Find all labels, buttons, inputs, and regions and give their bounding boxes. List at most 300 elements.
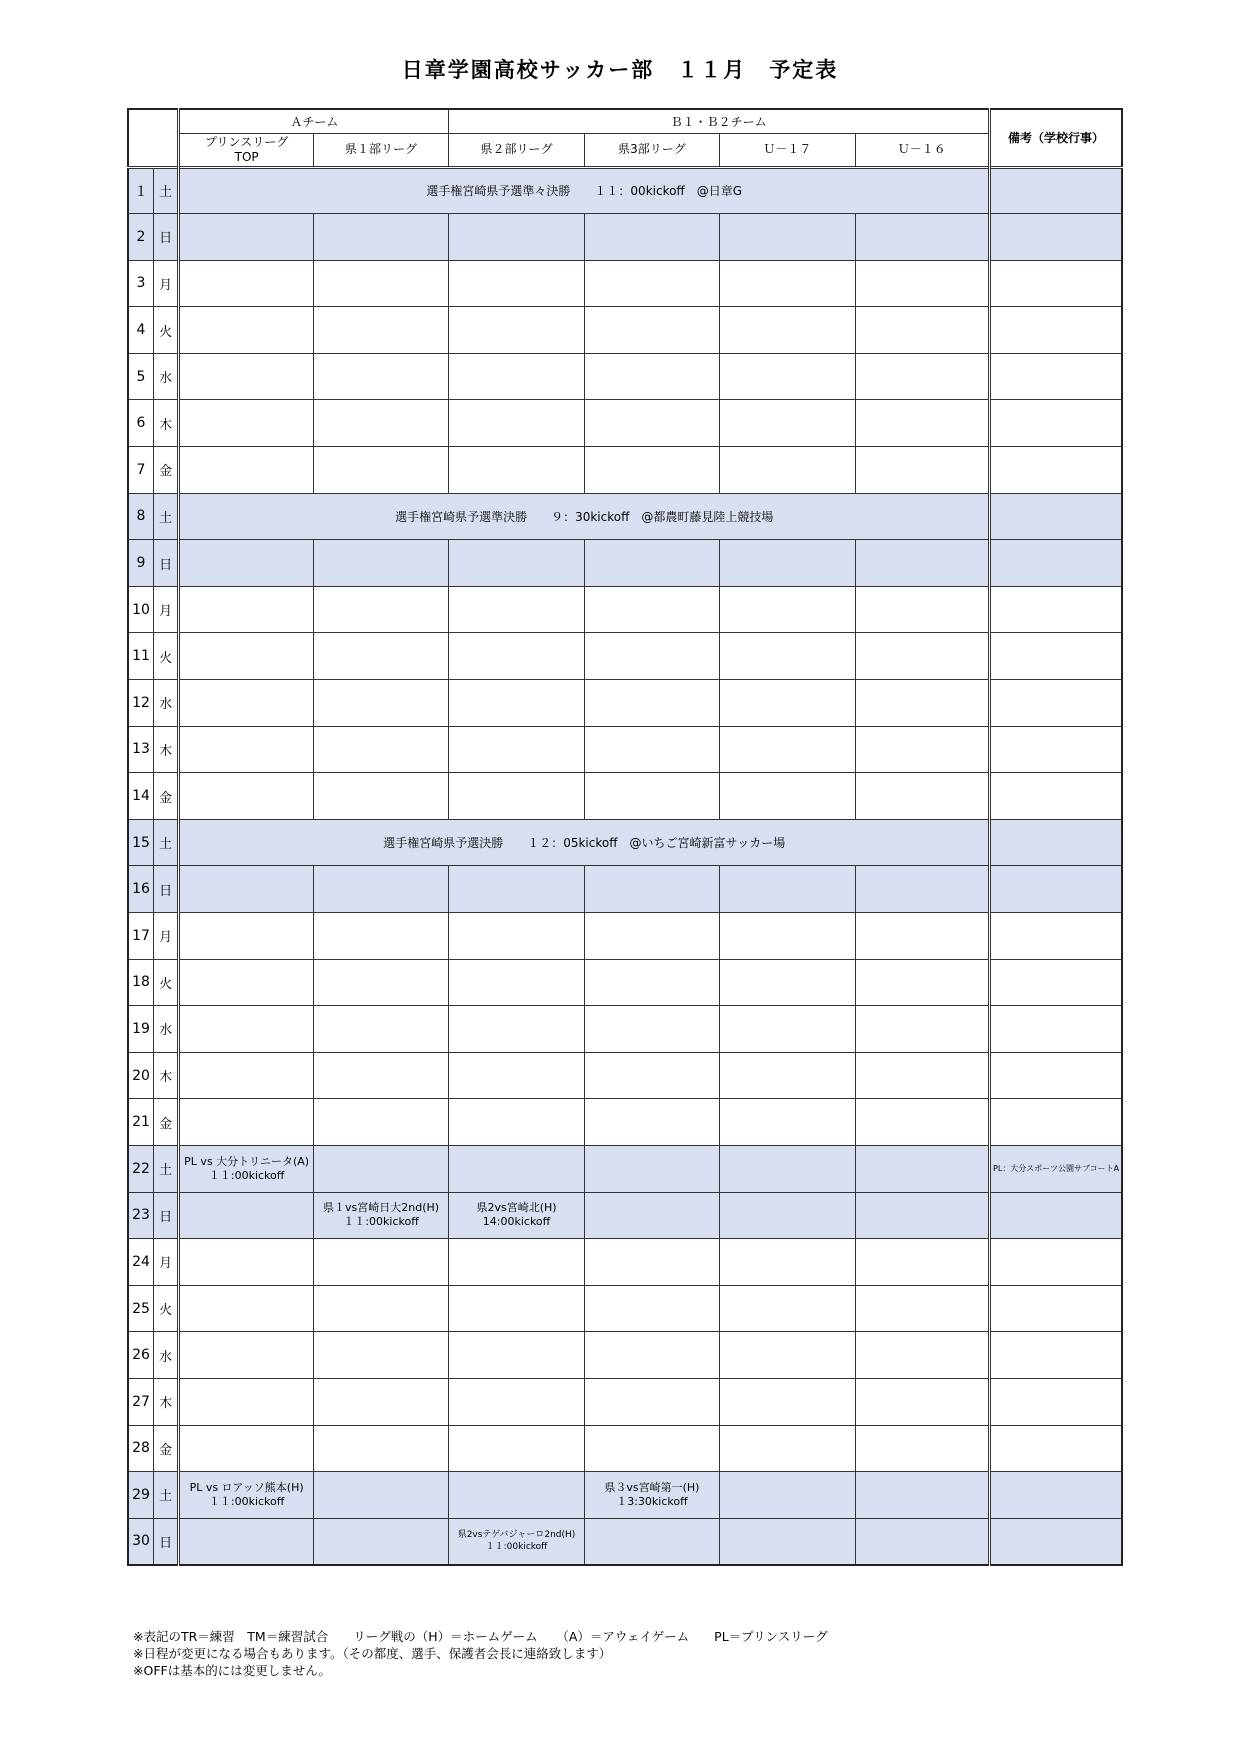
empty-remarks-cell [990,959,1122,1006]
weekday: 木 [153,400,178,447]
table-row [128,260,1122,307]
empty-cell [313,1378,448,1425]
empty-cell [720,1052,855,1099]
empty-cell [855,1378,989,1425]
empty-cell [313,1099,448,1146]
empty-cell [584,400,719,447]
empty-cell [313,214,448,261]
table-row [128,726,1122,773]
weekday: 日 [153,214,178,261]
table-row [128,819,1122,866]
empty-remarks-cell [990,1425,1122,1472]
empty-cell [449,1425,584,1472]
empty-remarks-cell [990,1006,1122,1053]
empty-cell [449,260,584,307]
empty-cell [584,214,719,261]
empty-remarks-cell [990,913,1122,960]
match-cell: 県2vs宮崎北(H) 14:00kickoff [449,1192,584,1239]
empty-cell [449,726,584,773]
empty-cell [720,1285,855,1332]
table-row [128,773,1122,820]
empty-cell [720,726,855,773]
table-row [128,353,1122,400]
empty-cell [313,447,448,494]
match-cell: 県2vsテゲバジャーロ2nd(H) １１:00kickoff [449,1518,584,1565]
empty-remarks-cell [990,1239,1122,1286]
day-number: 12 [128,680,153,727]
weekday: 金 [153,447,178,494]
day-number: 30 [128,1518,153,1565]
empty-cell [449,1052,584,1099]
day-number: 14 [128,773,153,820]
empty-remarks-cell [990,1052,1122,1099]
empty-cell [449,214,584,261]
empty-cell [855,1472,989,1519]
empty-cell [449,633,584,680]
table-row [128,1145,1122,1192]
empty-cell [720,959,855,1006]
empty-cell [313,1052,448,1099]
weekday: 火 [153,633,178,680]
empty-cell [584,1006,719,1053]
day-number: 16 [128,866,153,913]
empty-cell [855,1052,989,1099]
day-number: 11 [128,633,153,680]
empty-cell [179,726,313,773]
empty-cell [584,1145,719,1192]
empty-cell [720,400,855,447]
empty-cell [855,680,989,727]
empty-cell [584,913,719,960]
empty-cell [179,1192,313,1239]
empty-cell [179,586,313,633]
table-row [128,866,1122,913]
empty-cell [313,773,448,820]
weekday: 木 [153,726,178,773]
empty-cell [179,1378,313,1425]
empty-cell [720,633,855,680]
empty-cell [179,353,313,400]
empty-remarks-cell [990,680,1122,727]
empty-remarks-cell [990,633,1122,680]
empty-cell [584,307,719,354]
day-number: 4 [128,307,153,354]
weekday: 水 [153,680,178,727]
empty-cell [313,540,448,587]
empty-remarks-cell [990,493,1122,540]
empty-cell [855,260,989,307]
weekday: 木 [153,1378,178,1425]
table-row [128,447,1122,494]
day-number: 21 [128,1099,153,1146]
empty-cell [179,1006,313,1053]
empty-cell [449,1378,584,1425]
footer-note-3: ※OFFは基本的には変更しません。 [133,1663,331,1678]
empty-cell [855,1332,989,1379]
weekday: 金 [153,773,178,820]
table-row [128,1099,1122,1146]
match-cell: PL vs ロアッソ熊本(H) １１:00kickoff [179,1472,313,1519]
empty-cell [313,586,448,633]
day-number: 9 [128,540,153,587]
empty-remarks-cell [990,1285,1122,1332]
empty-cell [584,260,719,307]
column-header-0: プリンスリーグ TOP [179,133,313,167]
empty-cell [855,586,989,633]
empty-cell [855,959,989,1006]
empty-cell [179,1332,313,1379]
empty-cell [449,866,584,913]
empty-remarks-cell [990,1378,1122,1425]
day-number: 29 [128,1472,153,1519]
empty-cell [720,214,855,261]
weekday: 土 [153,493,178,540]
empty-cell [855,866,989,913]
empty-cell [313,1145,448,1192]
all-team-event: 選手権宮崎県予選決勝 １２：05kickoff @いちご宮崎新富サッカー場 [179,819,990,866]
empty-cell [584,959,719,1006]
empty-cell [179,400,313,447]
empty-remarks-cell [990,819,1122,866]
day-number: 2 [128,214,153,261]
table-row [128,214,1122,261]
footer-note-2: ※日程が変更になる場合もあります。（その都度、選手、保護者会長に連絡致します） [133,1646,612,1661]
all-team-event: 選手権宮崎県予選準決勝 ９：30kickoff @都農町藤見陸上競技場 [179,493,990,540]
weekday: 土 [153,819,178,866]
empty-cell [313,866,448,913]
table-row [128,1239,1122,1286]
empty-remarks-cell [990,400,1122,447]
empty-cell [720,1332,855,1379]
column-header-4: Ｕ－１７ [720,133,855,167]
day-number: 23 [128,1192,153,1239]
empty-remarks-cell [990,866,1122,913]
table-row [128,540,1122,587]
day-number: 6 [128,400,153,447]
weekday: 日 [153,866,178,913]
empty-cell [179,540,313,587]
match-cell: 県３vs宮崎第一(H) １3:30kickoff [584,1472,719,1519]
empty-cell [584,1285,719,1332]
empty-remarks-cell [990,1099,1122,1146]
column-header-2: 県２部リーグ [449,133,584,167]
empty-cell [449,680,584,727]
empty-cell [179,773,313,820]
day-number: １ [128,167,153,214]
empty-cell [449,959,584,1006]
empty-cell [855,447,989,494]
empty-cell [449,353,584,400]
empty-cell [720,866,855,913]
empty-cell [449,400,584,447]
empty-remarks-cell [990,773,1122,820]
empty-remarks-cell [990,586,1122,633]
weekday: 金 [153,1425,178,1472]
day-number: 17 [128,913,153,960]
empty-cell [720,1239,855,1286]
empty-remarks-cell [990,1192,1122,1239]
remarks-cell: PL：大分スポーツ公園サブコートA [990,1145,1122,1192]
empty-cell [855,400,989,447]
empty-cell [855,913,989,960]
empty-cell [584,1425,719,1472]
empty-remarks-cell [990,167,1122,214]
day-number: 19 [128,1006,153,1053]
empty-cell [584,680,719,727]
all-team-event: 選手権宮崎県予選準々決勝 １１：00kickoff @日章G [179,167,990,214]
day-number: 13 [128,726,153,773]
empty-cell [179,680,313,727]
weekday: 火 [153,307,178,354]
empty-cell [179,913,313,960]
empty-cell [179,307,313,354]
empty-remarks-cell [990,260,1122,307]
empty-remarks-cell [990,1518,1122,1565]
empty-cell [179,1099,313,1146]
day-number: 10 [128,586,153,633]
empty-cell [855,1518,989,1565]
empty-cell [449,773,584,820]
empty-cell [179,866,313,913]
empty-cell [313,633,448,680]
empty-cell [584,866,719,913]
empty-cell [855,1145,989,1192]
weekday: 火 [153,1285,178,1332]
corner-cell [128,109,179,167]
empty-cell [449,1332,584,1379]
empty-cell [313,1285,448,1332]
empty-cell [855,353,989,400]
empty-remarks-cell [990,353,1122,400]
empty-cell [179,633,313,680]
weekday: 木 [153,1052,178,1099]
empty-cell [313,400,448,447]
empty-cell [720,1006,855,1053]
table-row [128,1332,1122,1379]
table-row [128,586,1122,633]
empty-cell [313,307,448,354]
empty-cell [855,773,989,820]
empty-cell [720,307,855,354]
footer-note-1: ※表記のTR＝練習 TM＝練習試合 リーグ戦の（H）＝ホームゲーム （A）＝アウェイゲーム PL＝プリンスリーグ [133,1629,828,1644]
day-number: 25 [128,1285,153,1332]
empty-cell [584,1378,719,1425]
column-header-3: 県3部リーグ [584,133,719,167]
table-row [128,1378,1122,1425]
day-number: 3 [128,260,153,307]
day-number: 24 [128,1239,153,1286]
empty-cell [584,1518,719,1565]
empty-cell [720,1472,855,1519]
table-row [128,1052,1122,1099]
empty-cell [855,1239,989,1286]
empty-cell [855,307,989,354]
empty-cell [313,353,448,400]
empty-cell [449,447,584,494]
weekday: 日 [153,1192,178,1239]
empty-remarks-cell [990,726,1122,773]
day-number: 22 [128,1145,153,1192]
page-title: 日章学園高校サッカー部 １１月 予定表 [401,58,839,82]
empty-cell [449,307,584,354]
empty-cell [449,540,584,587]
table-row [128,959,1122,1006]
empty-cell [855,1192,989,1239]
empty-remarks-cell [990,1332,1122,1379]
table-row [128,167,1122,214]
empty-cell [720,586,855,633]
empty-cell [179,214,313,261]
empty-cell [313,959,448,1006]
day-number: 8 [128,493,153,540]
empty-cell [584,1052,719,1099]
empty-cell [179,1425,313,1472]
empty-cell [720,353,855,400]
empty-cell [313,1425,448,1472]
empty-cell [313,1006,448,1053]
empty-cell [720,1192,855,1239]
weekday: 金 [153,1099,178,1146]
day-number: 7 [128,447,153,494]
empty-cell [449,1472,584,1519]
day-number: 28 [128,1425,153,1472]
weekday: 月 [153,1239,178,1286]
table-row [128,913,1122,960]
empty-cell [855,1425,989,1472]
day-number: 27 [128,1378,153,1425]
table-row [128,307,1122,354]
remarks-header: 備考（学校行事） [990,109,1122,167]
empty-cell [720,1425,855,1472]
weekday: 日 [153,540,178,587]
day-number: 15 [128,819,153,866]
empty-cell [179,1052,313,1099]
weekday: 月 [153,913,178,960]
empty-cell [855,1006,989,1053]
column-header-1: 県１部リーグ [313,133,448,167]
empty-cell [313,1332,448,1379]
weekday: 土 [153,167,178,214]
group-b-header: Ｂ１・Ｂ２チーム [449,109,990,133]
table-row [128,1006,1122,1053]
match-cell: PL vs 大分トリニータ(A) １１:00kickoff [179,1145,313,1192]
group-a-header: Ａチーム [179,109,449,133]
empty-cell [720,260,855,307]
empty-cell [179,447,313,494]
empty-cell [449,1285,584,1332]
empty-cell [313,913,448,960]
weekday: 月 [153,586,178,633]
empty-cell [720,447,855,494]
weekday: 水 [153,1006,178,1053]
empty-remarks-cell [990,1472,1122,1519]
table-row [128,493,1122,540]
weekday: 水 [153,353,178,400]
empty-cell [584,1192,719,1239]
empty-cell [855,633,989,680]
empty-cell [584,353,719,400]
weekday: 月 [153,260,178,307]
empty-cell [584,447,719,494]
day-number: 20 [128,1052,153,1099]
weekday: 火 [153,959,178,1006]
empty-cell [313,1518,448,1565]
empty-cell [584,540,719,587]
day-number: 5 [128,353,153,400]
empty-cell [584,773,719,820]
day-number: 26 [128,1332,153,1379]
weekday: 土 [153,1472,178,1519]
empty-cell [855,214,989,261]
table-row [128,400,1122,447]
empty-cell [179,959,313,1006]
table-row [128,633,1122,680]
empty-cell [855,1099,989,1146]
empty-cell [584,586,719,633]
empty-cell [720,1378,855,1425]
empty-cell [313,1239,448,1286]
empty-cell [855,1285,989,1332]
day-number: 18 [128,959,153,1006]
empty-cell [449,1239,584,1286]
empty-cell [449,1006,584,1053]
weekday: 土 [153,1145,178,1192]
table-row [128,1425,1122,1472]
weekday: 水 [153,1332,178,1379]
empty-cell [449,1099,584,1146]
empty-cell [313,1472,448,1519]
empty-cell [584,633,719,680]
empty-cell [313,680,448,727]
empty-cell [720,540,855,587]
empty-cell [313,726,448,773]
empty-remarks-cell [990,307,1122,354]
empty-remarks-cell [990,214,1122,261]
empty-cell [855,540,989,587]
footer-notes [133,1628,1113,1679]
empty-cell [720,913,855,960]
empty-cell [720,1518,855,1565]
empty-cell [584,1099,719,1146]
schedule-table [127,108,1123,1566]
empty-cell [449,913,584,960]
empty-cell [449,1145,584,1192]
empty-cell [449,586,584,633]
empty-cell [720,680,855,727]
empty-cell [179,1518,313,1565]
table-row [128,1285,1122,1332]
empty-cell [720,1099,855,1146]
empty-cell [584,726,719,773]
table-row [128,680,1122,727]
empty-cell [720,773,855,820]
empty-cell [584,1239,719,1286]
table-row [128,1518,1122,1565]
empty-cell [720,1145,855,1192]
empty-cell [855,726,989,773]
column-header-5: Ｕ－１６ [855,133,989,167]
empty-cell [179,1239,313,1286]
table-row [128,1192,1122,1239]
table-row [128,1472,1122,1519]
weekday: 日 [153,1518,178,1565]
match-cell: 県１vs宮崎日大2nd(H) １１:00kickoff [313,1192,448,1239]
empty-cell [179,260,313,307]
empty-remarks-cell [990,540,1122,587]
empty-cell [584,1332,719,1379]
empty-remarks-cell [990,447,1122,494]
empty-cell [179,1285,313,1332]
